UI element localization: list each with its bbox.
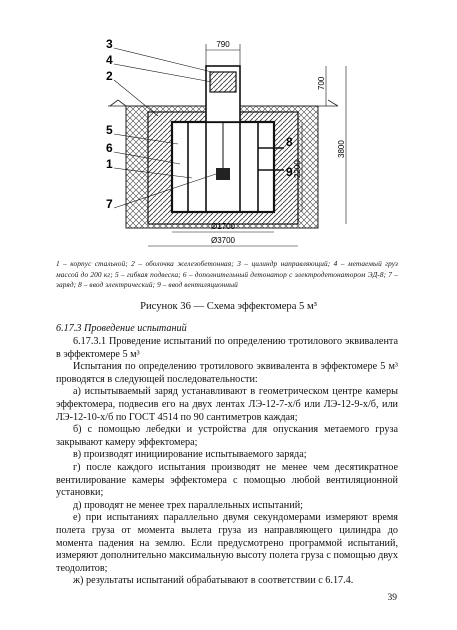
- paragraph: 6.17.3.1 Проведение испытаний по определению тротилового эквивалента в эффектомере 5 м³: [56, 336, 398, 360]
- charge: [216, 168, 230, 180]
- paragraph: б) с помощью лебедки и устройства для опускания метаемого груза закрывают камеру эффектомера;: [56, 424, 398, 448]
- paragraph: Испытания по определению тротилового эквивалента в эффектомере 5 м³ проводятся в следующей последовательности:: [56, 361, 398, 385]
- dim-top-height: 700: [317, 76, 326, 90]
- paragraph: ж) результаты испытаний обрабатывают в соответствии с 6.17.4.: [73, 575, 354, 587]
- callout-6: 6: [106, 141, 113, 155]
- dim-total-height: 3800: [337, 140, 346, 158]
- dim-top-width: 790: [216, 40, 230, 49]
- callout-3: 3: [106, 37, 113, 51]
- callout-8: 8: [286, 135, 293, 149]
- figure-title: Рисунок 36 — Схема эффектомера 5 м³: [140, 301, 317, 312]
- paragraph: в) производят инициирование испытываемого заряда;: [73, 449, 307, 461]
- paragraph: а) испытываемый заряд устанавливают в геометрическом центре камеры эффектомера, подвесив его на двух лентах ЛЭ-12-7-х/б или ЛЭ-12-9-х/б, или ЛЭ-12-10-х/б по ГОСТ 4514 по 90 сантиметров каждая;: [56, 386, 398, 423]
- paragraph: г) после каждого испытания производят не менее чем десятикратное вентилирование камеры эффектомера с помощью любой вентиляционной установки;: [56, 461, 398, 499]
- callout-9: 9: [286, 165, 293, 179]
- dim-outer-diameter: Ø3700: [210, 236, 236, 245]
- effectometer-diagram: [88, 28, 368, 260]
- page-number: 39: [387, 593, 397, 603]
- callout-2: 2: [106, 69, 113, 83]
- figure-legend: 1 – корпус стальной; 2 – оболочка железобетонная; 3 – цилиндр направляющий; 4 – метаемый груз массой до 200 кг; 5 – гибкая подвеска; 6 – дополнительный детонатор с электродетонатором ЭД-8; 7 – заряд; 8 – ввод электрический; 9 – ввод вентиляционный: [56, 259, 398, 290]
- callout-4: 4: [106, 53, 113, 67]
- thrown-weight: [210, 72, 236, 92]
- dim-inner-diameter: Ø1700: [210, 222, 236, 231]
- callout-5: 5: [106, 123, 113, 137]
- paragraph: е) при испытаниях параллельно двумя секундомерами измеряют время полета груза от момента вылета груза из направляющего цилиндра до момента падения на землю. Если предусмотрено программой испытаний, измеряют дополнительно максимальную высоту полета груза с помощью двух теодолитов;: [56, 512, 398, 574]
- paragraph: д) проводят не менее трех параллельных испытаний;: [73, 499, 303, 511]
- callout-7: 7: [106, 197, 113, 211]
- section-heading: 6.17.3 Проведение испытаний: [56, 323, 187, 334]
- body-text: [56, 336, 398, 588]
- callout-1: 1: [106, 157, 113, 171]
- dim-inner-height: 2200: [293, 160, 302, 178]
